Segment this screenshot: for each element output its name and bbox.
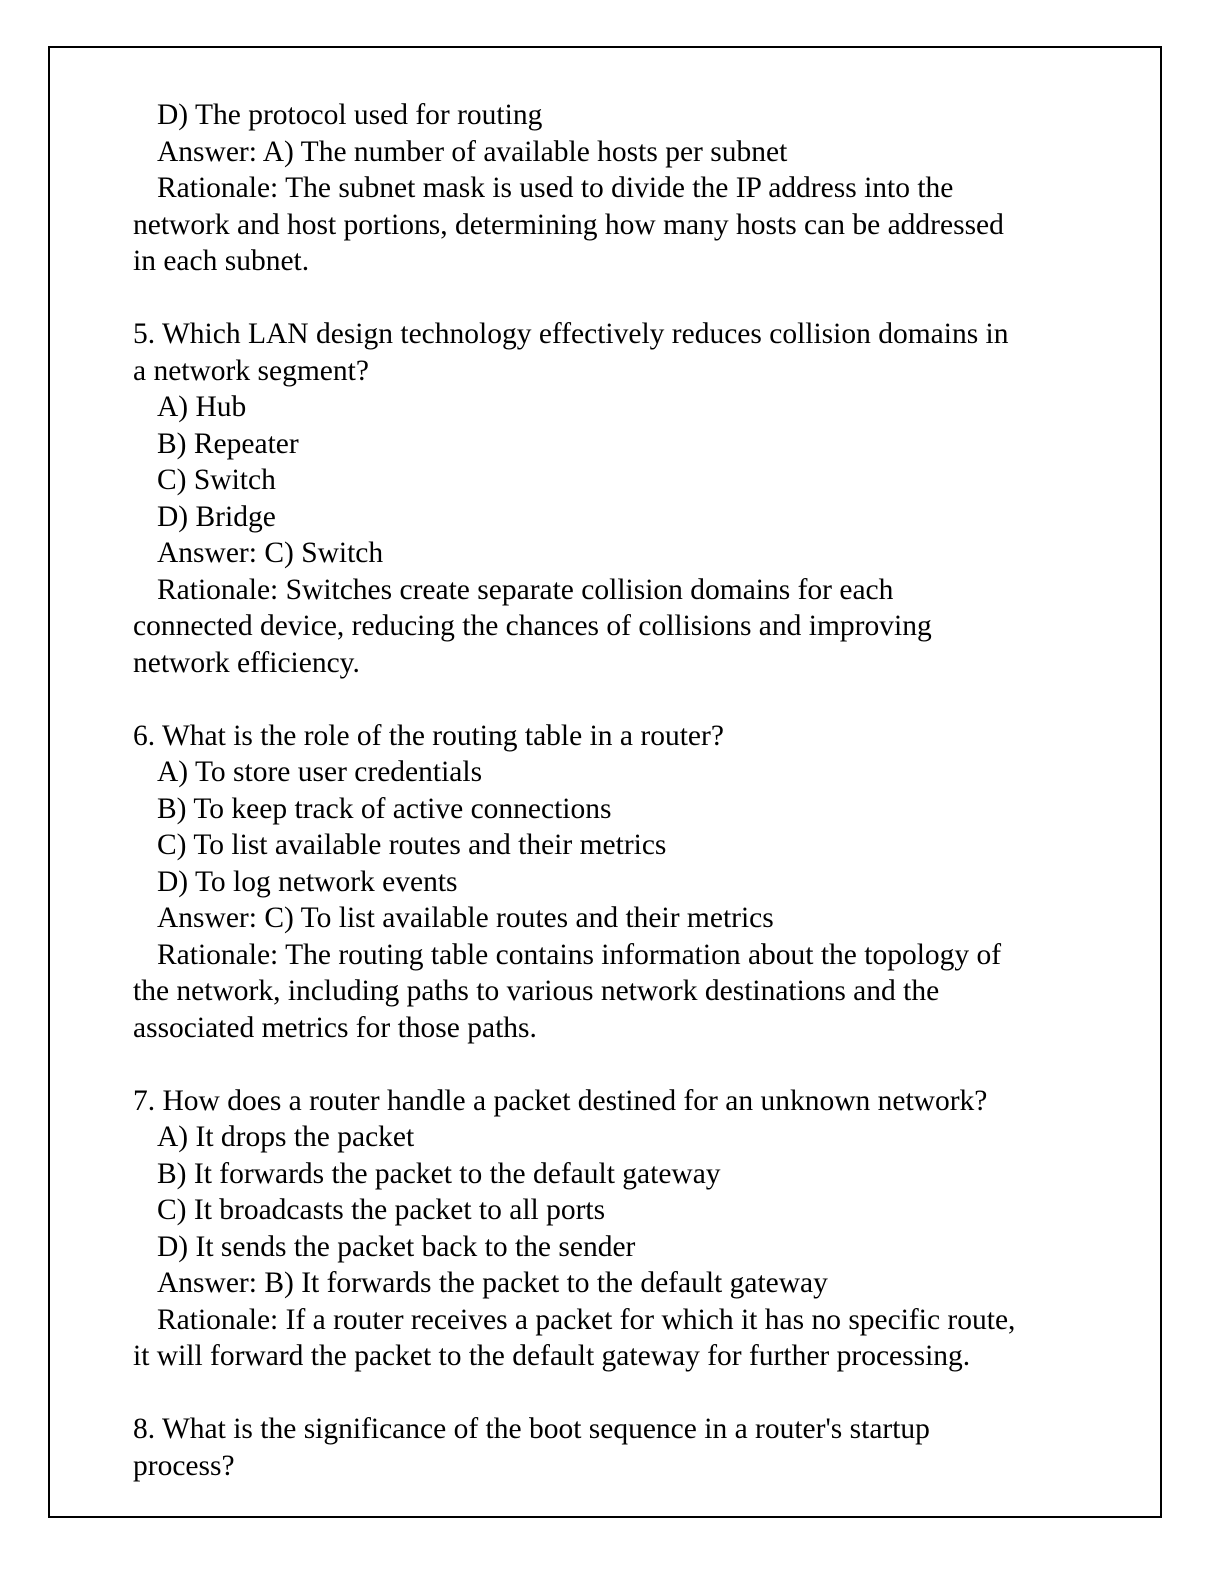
question-5-option-d: D) Bridge	[157, 500, 276, 533]
question-5-stem: 5. Which LAN design technology effectively reduces collision domains in	[133, 318, 1009, 350]
question-6-option-d: D) To log network events	[157, 865, 458, 898]
question-5-rationale: Rationale: Switches create separate collision domains for each	[157, 573, 894, 606]
previous-question-option-d: D) The protocol used for routing	[157, 99, 543, 131]
paragraph-gap	[133, 1046, 1093, 1083]
question-7-option-a: A) It drops the packet	[157, 1121, 415, 1153]
question-8-stem: 8. What is the significance of the boot sequence in a router's startup	[133, 1413, 930, 1445]
question-7-option-d: D) It sends the packet back to the sender	[157, 1230, 636, 1263]
question-8-stem-cont: process?	[133, 1449, 235, 1482]
question-6-rationale-cont: associated metrics for those paths.	[133, 1011, 537, 1044]
question-6-option-c: C) To list available routes and their metrics	[157, 829, 667, 861]
question-7-option-c: C) It broadcasts the packet to all ports	[157, 1194, 606, 1226]
question-5-rationale-cont: network efficiency.	[133, 646, 360, 679]
previous-question-rationale: Rationale: The subnet mask is used to divide the IP address into the	[157, 172, 954, 204]
question-5-rationale-cont: connected device, reducing the chances of collisions and improving	[133, 610, 932, 642]
question-5-answer: Answer: C) Switch	[157, 537, 384, 569]
previous-question-rationale-cont: network and host portions, determining how many hosts can be addressed	[133, 208, 1004, 241]
paragraph-gap	[133, 280, 1093, 317]
question-5-stem-cont: a network segment?	[133, 354, 369, 387]
question-6-rationale-cont: the network, including paths to various network destinations and the	[133, 975, 940, 1007]
question-7-rationale: Rationale: If a router receives a packet for which it has no specific route,	[157, 1303, 1016, 1336]
question-5-option-b: B) Repeater	[157, 427, 299, 460]
document-body	[133, 97, 1093, 1484]
previous-question-rationale-cont: in each subnet.	[133, 245, 310, 277]
question-7-answer: Answer: B) It forwards the packet to the default gateway	[157, 1267, 828, 1299]
question-6-option-a: A) To store user credentials	[157, 756, 483, 788]
question-6-option-b: B) To keep track of active connections	[157, 792, 612, 825]
question-6-answer: Answer: C) To list available routes and their metrics	[157, 902, 774, 934]
question-6-rationale: Rationale: The routing table contains information about the topology of	[157, 938, 1002, 971]
paragraph-gap	[133, 681, 1093, 718]
question-6-stem: 6. What is the role of the routing table in a router?	[133, 719, 724, 752]
question-5-option-a: A) Hub	[157, 391, 247, 423]
question-7-rationale-cont: it will forward the packet to the default gateway for further processing.	[133, 1340, 971, 1372]
question-7-option-b: B) It forwards the packet to the default gateway	[157, 1157, 721, 1190]
paragraph-gap	[133, 1375, 1093, 1412]
previous-question-answer: Answer: A) The number of available hosts per subnet	[157, 135, 788, 168]
question-7-stem: 7. How does a router handle a packet destined for an unknown network?	[133, 1084, 988, 1117]
question-5-option-c: C) Switch	[157, 464, 276, 496]
